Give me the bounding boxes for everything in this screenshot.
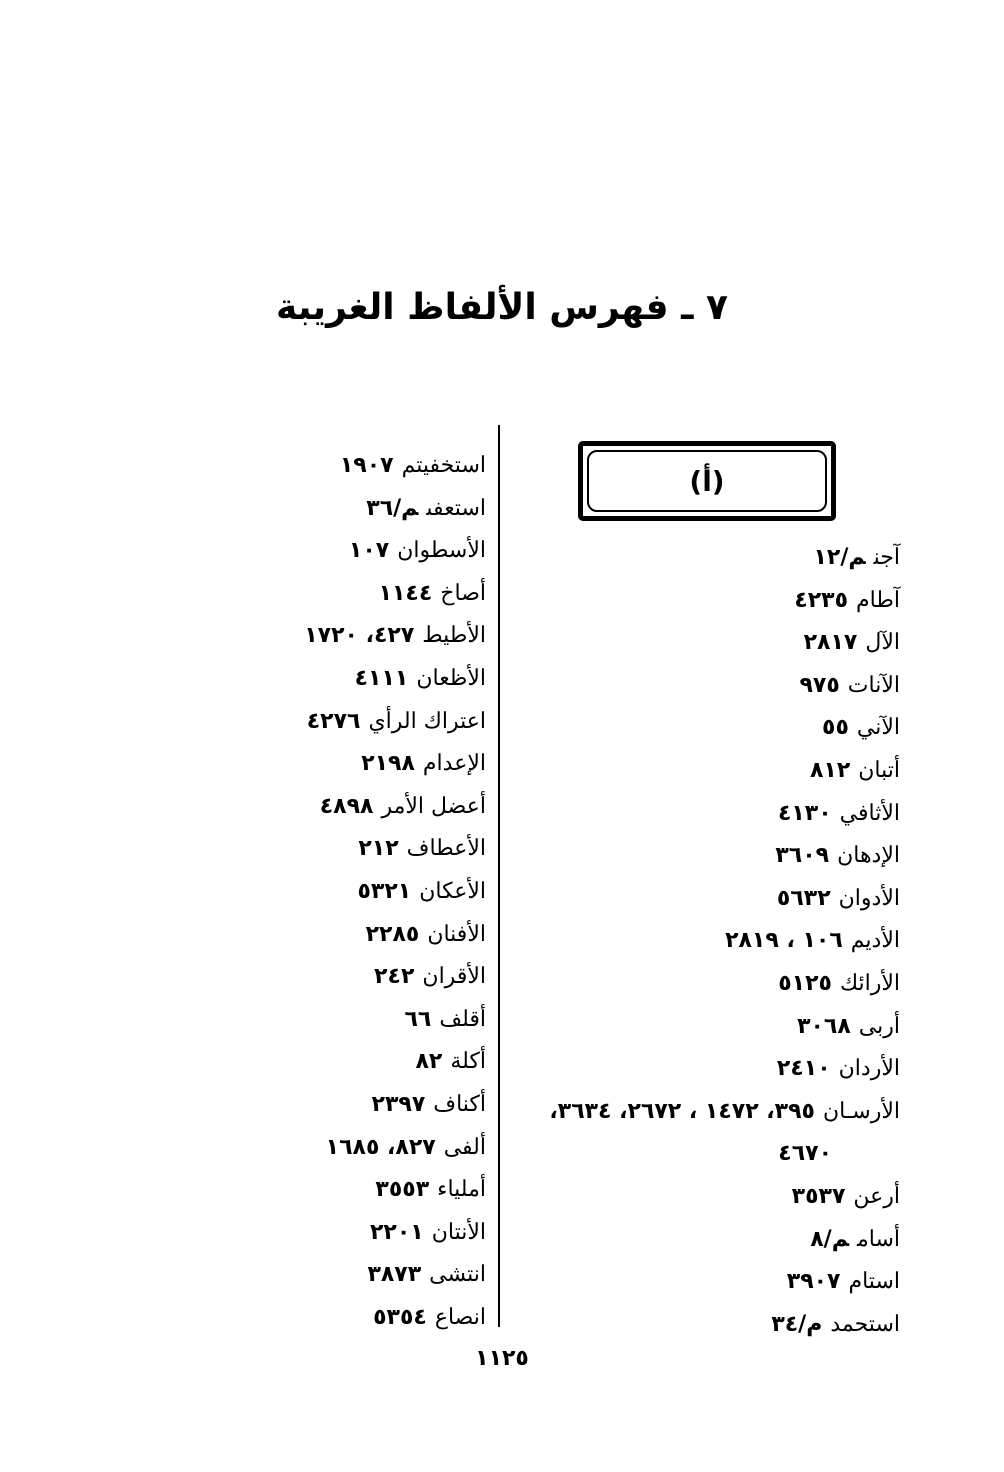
- index-entry-word: أتبان: [858, 757, 900, 783]
- index-entry: [236, 530, 486, 573]
- index-entry: [490, 835, 900, 878]
- index-entry-refs: ٤٢٧٦: [306, 708, 361, 734]
- index-entry-word: أصاخ: [440, 580, 486, 606]
- index-entry-refs: ٥٣٥٤: [373, 1304, 427, 1330]
- index-entry-word: أملياء: [437, 1177, 486, 1203]
- index-entry-refs: ٦٦: [404, 1006, 432, 1032]
- index-entry: [490, 1006, 900, 1049]
- index-entry: [236, 743, 486, 786]
- index-entry: [236, 615, 486, 658]
- index-entry: [490, 580, 900, 623]
- index-entry-refs: ٤٦٧٠: [778, 1141, 832, 1167]
- index-entry: [236, 445, 486, 488]
- index-entry: [490, 622, 900, 665]
- index-entry-refs: ٢١٢: [358, 836, 399, 862]
- index-entry-refs: ١٠٧: [348, 538, 390, 564]
- index-entry-word: الأطيط: [422, 623, 486, 649]
- index-entry: [490, 1048, 900, 1091]
- index-entry: [236, 871, 486, 914]
- index-entry-refs: ٢٣٩٧: [371, 1091, 426, 1117]
- index-entry: [236, 1084, 486, 1127]
- index-entry-refs: م/٣٦: [366, 495, 419, 521]
- index-entry: [236, 1169, 486, 1212]
- index-entry-word: اعتراك الرأي: [368, 708, 486, 734]
- index-entry: [236, 956, 486, 999]
- index-entry: [490, 963, 900, 1006]
- index-entry-refs: م/٨: [810, 1226, 849, 1252]
- index-entry: [236, 1041, 486, 1084]
- page-number: ١١٢٥: [475, 1346, 529, 1371]
- index-entry-refs: ٤١١١: [354, 665, 409, 691]
- index-entry-word: أقلف: [439, 1006, 486, 1032]
- index-entry-word: الأسطوان: [397, 538, 486, 564]
- index-entry-refs: ٥٣٢١: [357, 878, 412, 904]
- index-entry-refs: ٢٤١٠: [776, 1056, 831, 1082]
- index-entry-word: الآنات: [847, 672, 900, 698]
- index-entry-refs: ٣٨٧٣: [367, 1262, 422, 1288]
- index-entry-refs: ٣٠٦٨: [797, 1013, 851, 1039]
- index-entry: [490, 793, 900, 836]
- index-entry-refs: ٥١٢٥: [778, 970, 832, 996]
- index-entry: [490, 665, 900, 708]
- index-entry: [236, 573, 486, 616]
- index-entry: [490, 537, 900, 580]
- page-title: ٧ ـ فهرس الألفاظ الغريبة: [276, 287, 728, 328]
- index-entry-refs: ١١٤٤: [378, 580, 433, 606]
- index-entry-word: الأقران: [422, 964, 486, 990]
- index-entry-word: الأعطاف: [406, 836, 486, 862]
- index-entry-refs: ١٠٦ ، ٢٨١٩: [725, 928, 843, 954]
- index-entry-word: الأرسـان: [822, 1098, 900, 1124]
- index-entry: [236, 488, 486, 531]
- section-letter-box-inner: [587, 450, 827, 512]
- index-entry-word: الأدوان: [838, 885, 900, 911]
- index-entry-word: الأديم: [850, 928, 900, 954]
- index-entry-word: انصاع: [434, 1304, 486, 1330]
- section-letter: (أ): [689, 464, 725, 498]
- section-letter-box: [578, 441, 836, 521]
- index-column-right: [490, 537, 900, 1346]
- index-entry-word: الأرائك: [839, 970, 900, 996]
- index-entry: [490, 1133, 900, 1176]
- index-entry-refs: ٥٥: [822, 715, 849, 741]
- index-entry-refs: ٣٩٠٧: [786, 1269, 841, 1295]
- index-entry-word: الآني: [856, 715, 900, 741]
- index-entry: [490, 1176, 900, 1219]
- index-entry-word: أربى: [858, 1013, 900, 1039]
- index-entry: [490, 707, 900, 750]
- index-entry-refs: ٤٢٣٥: [794, 587, 849, 613]
- index-entry-refs: ٤٨٩٨: [319, 793, 374, 819]
- index-entry-refs: ٤٢٧، ١٧٢٠: [304, 623, 415, 649]
- index-entry-word: آطام: [856, 587, 900, 613]
- index-entry: [236, 658, 486, 701]
- index-entry-word: ألفى: [443, 1134, 486, 1160]
- index-entry-word: الآل: [865, 630, 900, 656]
- index-entry-refs: ٣٥٣٧: [791, 1183, 846, 1209]
- index-entry-refs: ٩٧٥: [799, 672, 840, 698]
- index-entry-word: الأردان: [838, 1056, 900, 1082]
- index-entry-word: استخفيتم: [401, 453, 486, 478]
- index-entry-word: الأنتان: [431, 1219, 486, 1245]
- index-entry: [236, 786, 486, 829]
- index-entry-word: الإعدام: [422, 751, 486, 777]
- index-entry-refs: ٤١٣٠: [777, 800, 832, 826]
- index-entry: [490, 750, 900, 793]
- index-entry-word: أعضل الأمر: [381, 793, 486, 819]
- index-entry-refs: ٨٢٧، ١٦٨٥: [325, 1134, 436, 1160]
- index-entry-refs: ٢٤٢: [374, 964, 415, 990]
- index-entry-word: الأثافي: [839, 800, 900, 826]
- index-entry: [236, 1297, 486, 1340]
- index-entry: [236, 1127, 486, 1170]
- index-entry: [490, 1219, 900, 1262]
- index-entry-word: آجن: [873, 545, 900, 570]
- index-entry-refs: م/٣٤: [771, 1311, 823, 1337]
- index-entry-word: انتشى: [429, 1262, 486, 1288]
- index-entry-word: أرعن: [853, 1183, 900, 1209]
- index-entry: [236, 999, 486, 1042]
- index-entry-word: أسام: [856, 1226, 900, 1252]
- index-entry: [236, 914, 486, 957]
- index-entry-refs: م/١٢: [813, 545, 866, 570]
- index-entry-word: استحمد: [830, 1311, 900, 1337]
- index-entry-word: استعفى: [426, 495, 486, 521]
- index-entry-refs: ٢٨١٧: [803, 630, 858, 656]
- index-column-left: [236, 445, 486, 1339]
- index-entry-word: أكلة: [450, 1049, 486, 1075]
- index-entry-word: الأفنان: [427, 921, 486, 947]
- index-entry: [490, 878, 900, 921]
- index-entry-refs: ٨٢: [415, 1049, 443, 1075]
- index-entry: [490, 920, 900, 963]
- index-entry-word: الإدهان: [837, 843, 900, 869]
- index-entry-refs: ٢٢٨٥: [365, 921, 420, 947]
- index-entry-word: استام: [848, 1269, 900, 1295]
- index-entry-refs: ٢١٩٨: [361, 751, 415, 777]
- index-entry: [490, 1304, 900, 1347]
- index-entry: [236, 701, 486, 744]
- index-entry-refs: ٣٩٥، ١٤٧٢ ، ٢٦٧٢، ٣٦٣٤،: [549, 1098, 815, 1124]
- index-entry-refs: ٣٦٠٩: [775, 843, 830, 869]
- index-entry-refs: ٣٥٥٣: [375, 1177, 430, 1203]
- index-entry-refs: ٢٢٠١: [370, 1219, 424, 1245]
- index-entry-refs: ٥٦٣٢: [776, 885, 831, 911]
- index-entry-word: الأظعان: [416, 665, 486, 691]
- index-entry-refs: ١٩٠٧: [339, 453, 394, 478]
- index-entry: [236, 1254, 486, 1297]
- index-entry-word: أكناف: [433, 1091, 486, 1117]
- index-entry: [490, 1091, 900, 1134]
- index-entry-word: الأعكان: [419, 878, 486, 904]
- index-entry: [490, 1261, 900, 1304]
- index-entry: [236, 828, 486, 871]
- index-entry: [236, 1212, 486, 1255]
- index-entry-refs: ٨١٢: [809, 757, 851, 783]
